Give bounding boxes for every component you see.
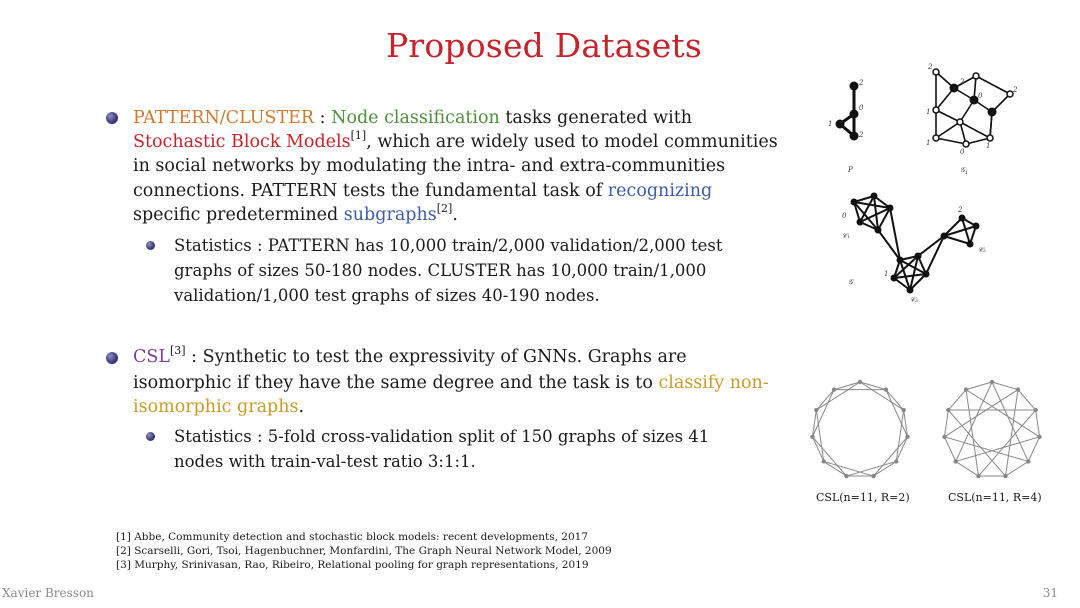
sub-bullet-2-marker (146, 432, 155, 441)
csl-node (976, 474, 980, 478)
csl-edge (956, 461, 979, 476)
bullet-1-line-1 (133, 106, 692, 131)
bullet-2-line-1-rest: : Synthetic to test the expressivity of GNNs. Graphs are (185, 347, 687, 367)
community-label: 𝒞₂ (978, 246, 986, 254)
reference-3: [3] Murphy, Srinivasan, Rao, Ribeiro, Relational pooling for graph representations, 2019 (116, 559, 589, 571)
csl-node (832, 387, 836, 391)
csl-r4-figure (938, 376, 1046, 484)
csl-edge (846, 461, 896, 476)
pattern-p-figure (824, 76, 874, 176)
csl-term: CSL (133, 347, 170, 367)
node-label: 2 (1013, 86, 1018, 94)
node-label: 1 (926, 108, 931, 116)
csl-edge (1018, 390, 1036, 410)
csl-r4-label: CSL(n=11, R=4) (948, 491, 1042, 504)
csl-edge (966, 390, 1039, 437)
csl-edge (816, 382, 860, 410)
node-label: 1 (884, 270, 889, 278)
csl-node (990, 380, 994, 384)
node-label: 2 (859, 79, 864, 87)
csl-edge (1036, 410, 1040, 437)
csl-edge (944, 437, 955, 462)
page-number: 31 (1042, 586, 1058, 600)
node-label: 1 (926, 139, 931, 147)
csl-node (858, 380, 862, 384)
sbm-term: Stochastic Block Models (133, 132, 351, 152)
citation-2[interactable]: [2] (436, 202, 453, 216)
period: . (298, 397, 305, 417)
community-label: 𝒞₁ (842, 232, 850, 240)
csl-edge (824, 461, 874, 476)
bullet-1-line-4-text: connections. PATTERN tests the fundamental task of (133, 181, 608, 201)
sub-bullet-1-line-3: validation/1,000 test graphs of sizes 40-190 nodes. (174, 286, 600, 305)
bullet-1-line-3: in social networks by modulating the intra- and extra-communities (133, 156, 726, 176)
csl-edge (1006, 461, 1029, 476)
node-label: 1 (828, 120, 833, 128)
node-label: 0 (842, 212, 847, 220)
csl-node (884, 387, 888, 391)
bullet-1-line-2-rest: , which are widely used to model communities (366, 132, 778, 152)
community-label: 𝒞₃ (910, 296, 918, 304)
sub-bullet-2-line-2: nodes with train-val-test ratio 3:1:1. (174, 452, 476, 471)
bullet-1-marker (106, 112, 118, 124)
graph-g1-figure (924, 62, 1020, 178)
sub-bullet-1-marker (146, 241, 155, 250)
sub-bullet-2-line-1: Statistics : 5-fold cross-validation split of 150 graphs of sizes 41 (174, 427, 710, 446)
bullet-1-line-5 (133, 203, 458, 228)
csl-edge (874, 437, 908, 476)
csl-node (814, 408, 818, 412)
graph-communities-figure (838, 190, 998, 306)
sub-bullet-1-line-1: Statistics : PATTERN has 10,000 train/2,000 validation/2,000 test (174, 236, 723, 255)
node-label: 1 (986, 142, 991, 150)
node-label: 0 (960, 148, 965, 156)
csl-node (964, 387, 968, 391)
classify-term: classify non- (658, 373, 769, 393)
node-classification-term: Node classification (331, 108, 500, 128)
sub-bullet-1-line-2: graphs of sizes 50-180 nodes. CLUSTER has 10,000 train/1,000 (174, 261, 707, 280)
csl-edge (944, 410, 948, 437)
bullet-2-line-3 (133, 395, 304, 420)
csl-edge (860, 382, 904, 410)
references (116, 530, 612, 572)
footer-author: Xavier Bresson (2, 586, 94, 600)
node-label: 2 (859, 131, 864, 139)
csl-node (894, 459, 898, 463)
node-label: 0 (859, 104, 864, 112)
bullet-1-line-1-rest: tasks generated with (499, 108, 693, 128)
p-label: P (848, 166, 853, 174)
csl-node (822, 459, 826, 463)
node-label: 2 (928, 63, 933, 71)
csl-edge (948, 390, 966, 410)
g-label: 𝒢 (848, 278, 853, 286)
csl-edge (966, 382, 992, 390)
citation-1[interactable]: [1] (350, 129, 367, 143)
separator: : (314, 108, 332, 128)
pattern-cluster-term: PATTERN/CLUSTER (133, 108, 315, 128)
node-label: 2 (960, 78, 965, 86)
csl-node (1026, 459, 1030, 463)
citation-3[interactable]: [3] (170, 344, 186, 358)
bullet-2-line-1 (133, 345, 687, 370)
csl-node (844, 474, 848, 478)
g1-label: 𝒢$_1$ (960, 166, 969, 176)
bullet-1-line-5-text: specific predetermined (133, 205, 344, 225)
node-label: 0 (978, 92, 983, 100)
csl-node (1003, 474, 1007, 478)
csl-node (954, 459, 958, 463)
csl-edge (944, 390, 1017, 437)
csl-node (1037, 435, 1041, 439)
node-label: 2 (958, 206, 963, 214)
isomorphic-graphs-term: isomorphic graphs (133, 397, 299, 417)
recognizing-term: recognizing (607, 181, 713, 201)
csl-node (810, 435, 814, 439)
csl-edge (860, 382, 886, 390)
csl-node (946, 408, 950, 412)
csl-node (1033, 408, 1037, 412)
period: . (452, 205, 458, 225)
bullet-1-line-4 (133, 179, 712, 204)
slide-title: Proposed Datasets (385, 26, 703, 65)
bullet-1-line-2 (133, 130, 778, 155)
reference-1: [1] Abbe, Community detection and stochastic block models: recent developments, 2017 (116, 531, 588, 543)
csl-edge (1028, 437, 1039, 462)
subgraphs-term: subgraphs (343, 205, 437, 225)
csl-edge (834, 382, 860, 390)
csl-node (871, 474, 875, 478)
csl-node (942, 435, 946, 439)
reference-2: [2] Scarselli, Gori, Tsoi, Hagenbuchner, Monfardini, The Graph Neural Network Model, 2009 (116, 545, 612, 557)
csl-node (901, 408, 905, 412)
csl-node (1016, 387, 1020, 391)
csl-node (905, 435, 909, 439)
bullet-2-marker (106, 352, 118, 364)
csl-r2-label: CSL(n=11, R=2) (816, 491, 910, 504)
csl-edge (812, 437, 846, 476)
bullet-2-line-2 (133, 371, 769, 396)
csl-r2-figure (806, 376, 914, 484)
bullet-2-line-2-text: isomorphic if they have the same degree and the task is to (133, 373, 659, 393)
csl-edge (992, 382, 1018, 390)
